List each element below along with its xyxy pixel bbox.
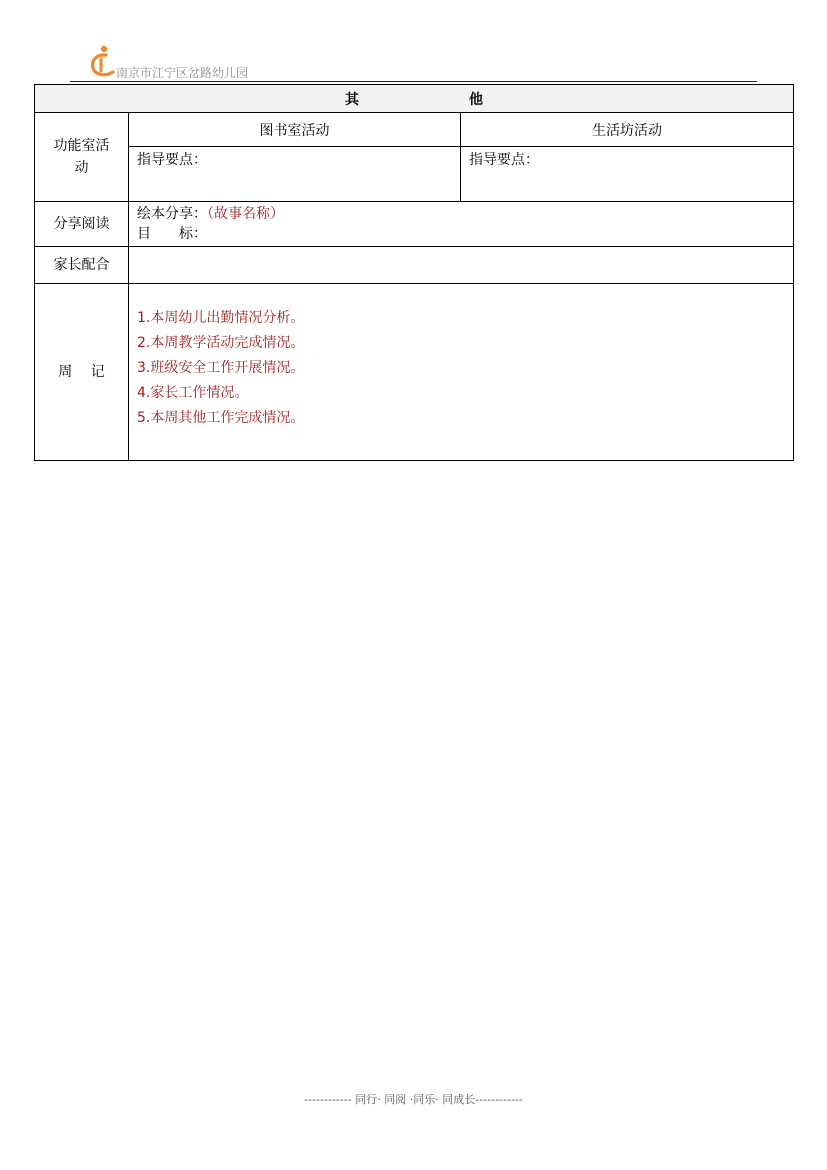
life-workshop-guide-points[interactable]: 指导要点： — [461, 147, 794, 202]
library-activity-heading: 图书室活动 — [129, 113, 461, 147]
reading-label: 分享阅读 — [35, 202, 129, 247]
week-content[interactable] — [129, 284, 794, 461]
week-item: 3.班级安全工作开展情况。 — [137, 360, 305, 376]
week-item: 5.本周其他工作完成情况。 — [137, 410, 305, 426]
parent-label: 家长配合 — [35, 247, 129, 284]
page-header — [88, 44, 757, 84]
function-room-guide-row — [35, 147, 794, 202]
table-title — [35, 85, 794, 113]
function-room-label-text: 功能室活动 — [53, 138, 110, 176]
parent-row — [35, 247, 794, 284]
reading-content[interactable] — [129, 202, 794, 247]
library-guide-points[interactable]: 指导要点： — [129, 147, 461, 202]
parent-content[interactable] — [129, 247, 794, 284]
table-title-row — [35, 85, 794, 113]
goal-label: 目 标： — [137, 226, 207, 242]
school-name: 南京市江宁区岔路幼儿园 — [116, 66, 249, 80]
story-name-placeholder: （故事名称） — [207, 206, 284, 222]
week-label: 周 记 — [35, 284, 129, 461]
week-item: 2.本周教学活动完成情况。 — [137, 335, 305, 351]
life-workshop-heading: 生活坊活动 — [461, 113, 794, 147]
week-item: 4.家长工作情况。 — [137, 385, 249, 401]
header-divider — [70, 81, 757, 82]
plan-table — [34, 84, 794, 461]
title-part-1: 其 — [345, 91, 359, 108]
week-items — [137, 294, 785, 431]
week-row — [35, 284, 794, 461]
school-logo — [88, 44, 118, 78]
picture-book-label: 绘本分享： — [137, 206, 207, 222]
page-footer: ------------ 同行· 同阅 ·同乐· 同成长------------ — [304, 1093, 523, 1106]
reading-row — [35, 202, 794, 247]
picture-book-line — [137, 204, 785, 224]
function-room-label — [35, 113, 129, 202]
function-room-head-row — [35, 113, 794, 147]
title-part-2: 他 — [469, 91, 483, 108]
week-item: 1.本周幼儿出勤情况分析。 — [137, 310, 305, 326]
